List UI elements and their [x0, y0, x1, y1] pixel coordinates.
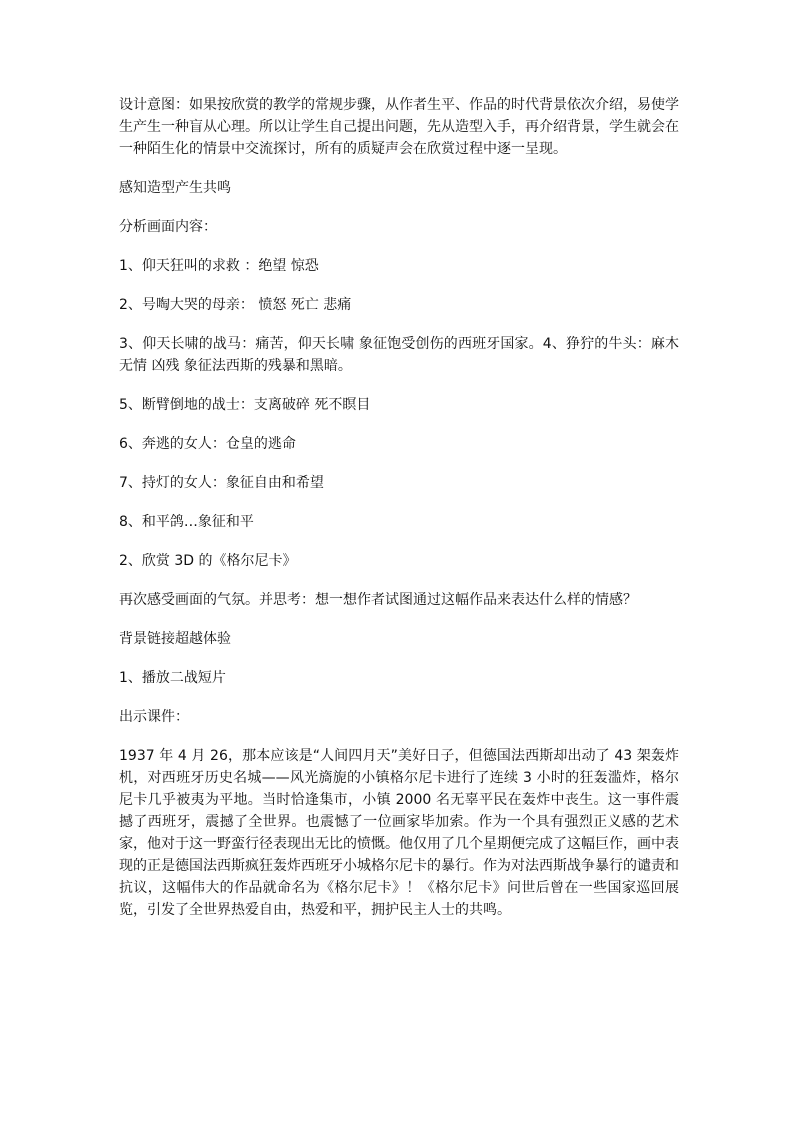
reflection-question: 再次感受画面的气氛。并思考：想一想作者试图通过这幅作品来表达什么样的情感？	[119, 592, 637, 608]
show-courseware-label: 出示课件：	[119, 709, 189, 725]
list-item-8: 8、和平鸽…象征和平	[119, 514, 254, 530]
section-heading-perceive-form: 感知造型产生共鸣	[119, 180, 231, 196]
list-item-3-4: 3、仰天长啸的战马：痛苦，仰天长啸 象征饱受创伤的西班牙国家。4、狰狞的牛头：麻木 无情 凶残 象征法西斯的残暴和黑暗。	[119, 336, 679, 374]
list-item-5: 5、断臂倒地的战士：支离破碎 死不瞑目	[119, 397, 371, 413]
list-item-7: 7、持灯的女人：象征自由和希望	[119, 475, 324, 491]
history-paragraph: 1937 年 4 月 26，那本应该是“人间四月天”美好日子，但德国法西斯却出动了 43 架轰炸机，对西班牙历史名城——风光旖旎的小镇格尔尼卡进行了连续 3 小时的狂轰滥炸，格尔尼卡几乎被夷为平地。当时恰逢集市，小镇 2000 名无辜平民在轰炸中丧生。这一事件震撼了西班牙，震撼了全世界。也震憾了一位画家毕加索。作为一个具有强烈正义感的艺术家，他对于这一野蛮行径表现出无比的愤慨。他仅用了几个星期便完成了这幅巨作，画中表现的正是德国法西斯疯狂轰炸西班牙小城格尔尼卡的暴行。作为对法西斯战争暴行的谴责和抗议，这幅伟大的作品就命名为《格尔尼卡》！《格尔尼卡》问世后曾在一些国家巡回展览，引发了全世界热爱自由，热爱和平，拥护民主人士的共鸣。	[119, 748, 679, 918]
list-item-1: 1、仰天狂叫的求救 ：绝望 惊恐	[119, 258, 319, 274]
design-intent-paragraph: 设计意图：如果按欣赏的教学的常规步骤，从作者生平、作品的时代背景依次介绍，易使学生产生一种盲从心理。所以让学生自己提出问题，先从造型入手，再介绍背景，学生就会在一种陌生化的情景中交流探讨，所有的质疑声会在欣赏过程中逐一呈现。	[119, 97, 679, 157]
section-heading-background: 背景链接超越体验	[119, 631, 231, 647]
list-item-6: 6、奔逃的女人：仓皇的逃命	[119, 436, 296, 452]
document-body	[119, 94, 679, 938]
play-video-item: 1、播放二战短片	[119, 670, 226, 686]
appreciate-3d-item: 2、欣赏 3D 的《格尔尼卡》	[119, 553, 297, 569]
list-item-2: 2、号啕大哭的母亲： 愤怒 死亡 悲痛	[119, 297, 352, 313]
analyze-content-label: 分析画面内容：	[119, 219, 217, 235]
